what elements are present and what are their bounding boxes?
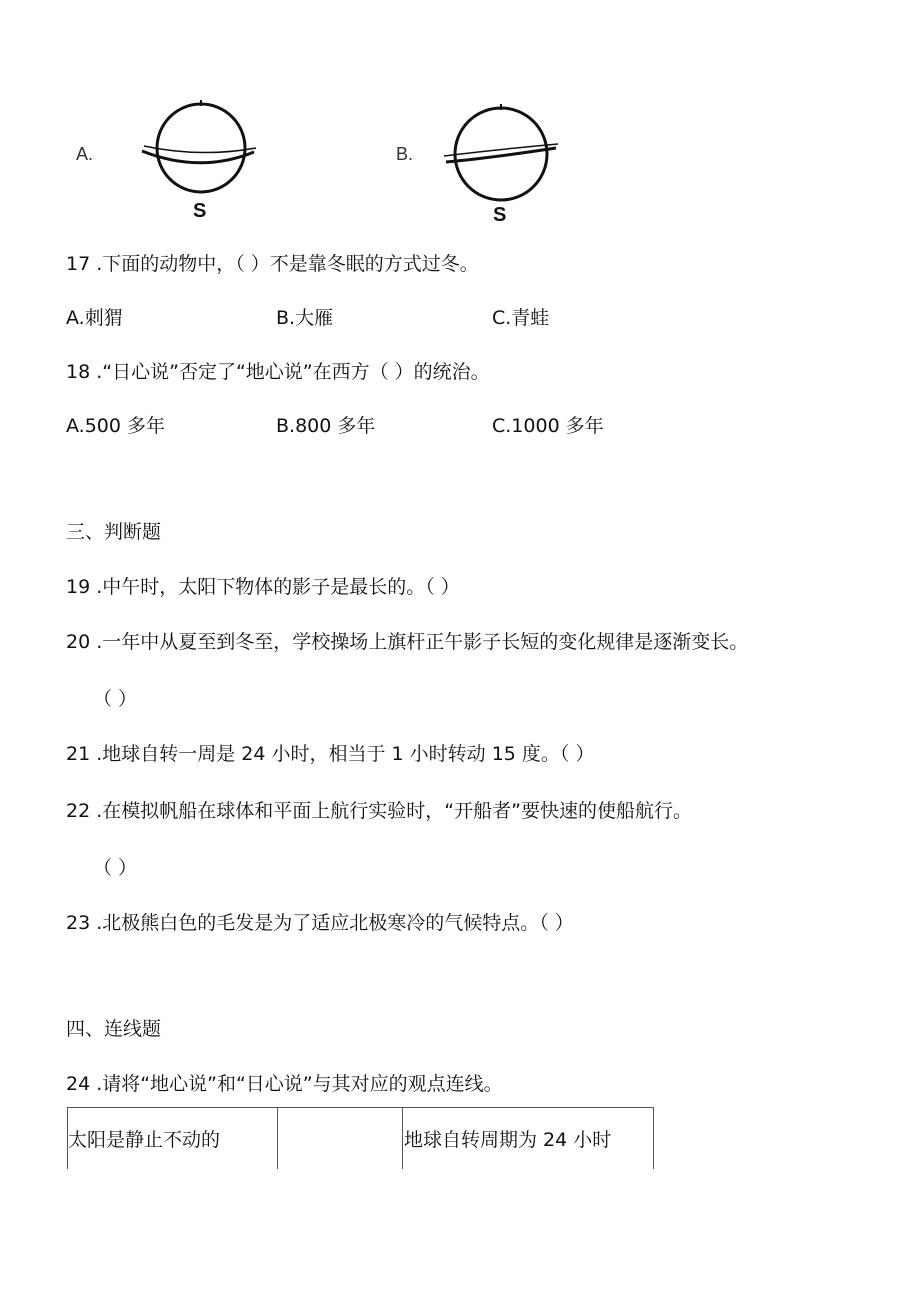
question-17-stem: 17 .下面的动物中，（ ）不是靠冬眠的方式过冬。 [66,253,479,275]
globe-b-icon [430,100,570,210]
table-top-border [67,1107,654,1108]
table-divider-2 [402,1107,403,1169]
figure-a-pole-label: S [193,200,207,222]
question-20-stem: 20 .一年中从夏至到冬至，学校操场上旗杆正午影子长短的变化规律是逐渐变长。 [66,631,749,653]
question-17-option-a: A.刺猬 [66,307,123,329]
globe-a-icon [130,96,270,206]
section-title-judgement: 三、判断题 [66,521,162,543]
question-20-answer-paren: （ ） [93,688,138,710]
table-cell-right: 地球自转周期为 24 小时 [404,1129,612,1151]
table-cell-left: 太阳是静止不动的 [68,1129,221,1151]
question-22-stem: 22 .在模拟帆船在球体和平面上航行实验时，“开船者”要快速的使船航行。 [66,800,692,822]
question-24-stem: 24 .请将“地心说”和“日心说”与其对应的观点连线。 [66,1073,503,1095]
table-divider-1 [277,1107,278,1169]
section-title-matching: 四、连线题 [66,1018,162,1040]
figure-b-label: B. [396,144,414,164]
question-22-answer-paren: （ ） [93,857,138,879]
figure-a-label: A. [76,144,94,164]
question-18-option-a: A.500 多年 [66,415,166,437]
table-right-border [653,1107,654,1169]
question-18-option-b: B.800 多年 [276,415,376,437]
question-18-stem: 18 .“日心说”否定了“地心说”在西方（ ）的统治。 [66,361,490,383]
figure-b-pole-label: S [493,204,507,226]
question-17-option-b: B.大雁 [276,307,334,329]
question-17-option-c: C.青蛙 [492,307,550,329]
question-18-option-c: C.1000 多年 [492,415,604,437]
question-23-stem: 23 .北极熊白色的毛发是为了适应北极寒冷的气候特点。（ ） [66,912,574,934]
question-21-stem: 21 .地球自转一周是 24 小时，相当于 1 小时转动 15 度。（ ） [66,743,595,765]
question-19-stem: 19 .中午时，太阳下物体的影子是最长的。（ ） [66,576,460,598]
